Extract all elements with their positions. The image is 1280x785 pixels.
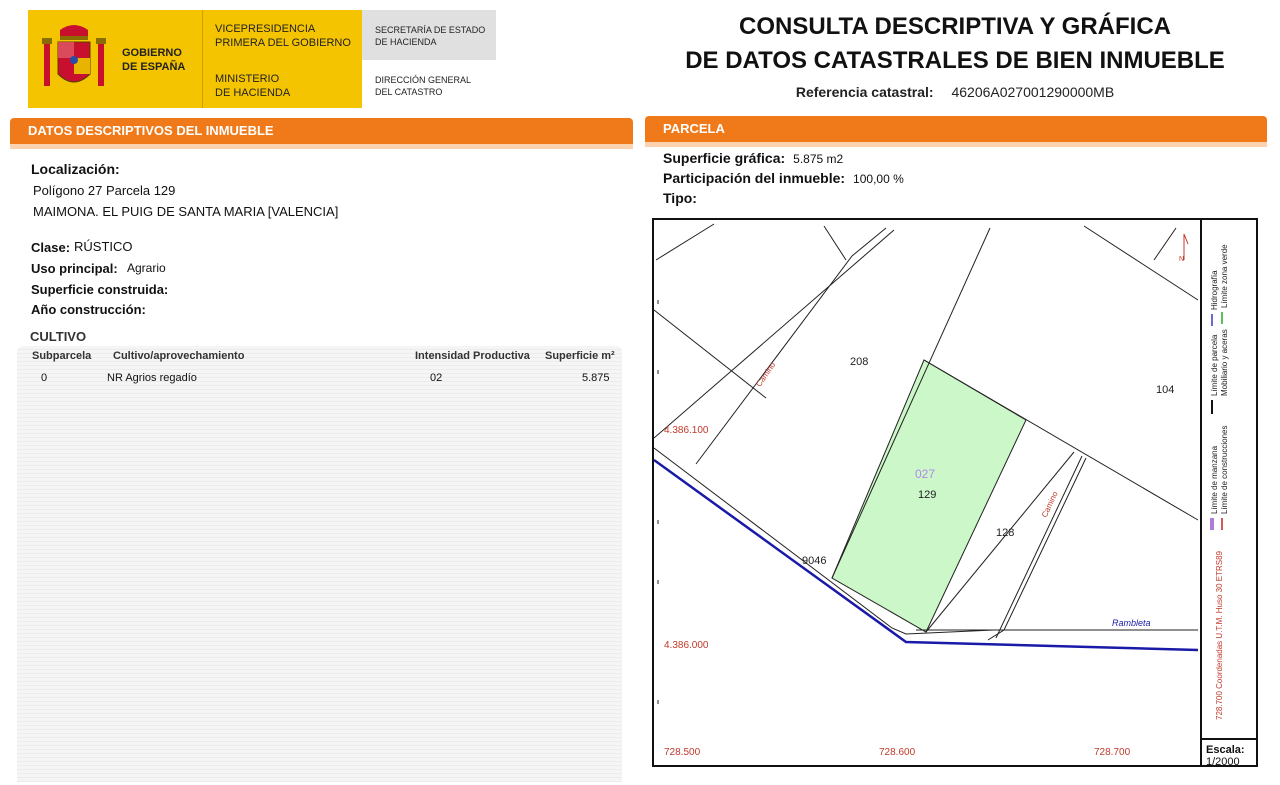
escala	[1206, 744, 1245, 767]
uso-value: Agrario	[127, 261, 166, 275]
coat-of-arms-icon	[38, 20, 110, 100]
legend-divider	[1200, 220, 1202, 767]
table-cell-intensidad: 02	[430, 372, 443, 384]
referencia-catastral	[640, 84, 1270, 100]
map-label-camino-2: Camino	[1039, 490, 1060, 519]
secretaria-label: SECRETARÍA DE ESTADO DE HACIENDA	[375, 25, 486, 47]
table-cell-superficie: 5.875	[582, 372, 610, 384]
clase-value: RÚSTICO	[74, 239, 133, 254]
table-header-superficie: Superficie m²	[545, 350, 615, 362]
anio-construccion-label: Año construcción:	[31, 302, 146, 317]
clase-label: Clase:	[31, 240, 71, 255]
north-arrow	[1184, 234, 1188, 260]
vicepresidencia-label: VICEPRESIDENCIA PRIMERA DEL GOBIERNO	[215, 23, 351, 49]
boundary-line	[656, 224, 714, 260]
superficie-construida-label: Superficie construida:	[31, 282, 169, 297]
legend-hidrografia-swatch	[1211, 314, 1213, 326]
legend-zona-verde-swatch	[1221, 312, 1223, 324]
map-label-rambleta: Rambleta	[1112, 618, 1151, 628]
map-label-9046: 9046	[802, 555, 827, 567]
section-underline-right	[645, 142, 1267, 147]
cadastral-map	[652, 218, 1258, 767]
table-header-intensidad: Intensidad Productiva	[415, 350, 530, 362]
cultivo-table	[17, 346, 622, 782]
boundary-line	[1084, 226, 1198, 300]
camino-right-edge	[996, 456, 1082, 638]
legend-limite-manzana-swatch	[1210, 518, 1214, 530]
legend-limite-manzana: Límite de manzana	[1210, 445, 1219, 514]
section-title-parcela: PARCELA	[645, 116, 1267, 142]
coord-y-top: 4.386.100	[664, 425, 709, 436]
table-header-subparcela: Subparcela	[32, 350, 92, 362]
cultivo-title: CULTIVO	[30, 329, 87, 344]
legend-limite-construcciones: Límite de construcciones	[1220, 425, 1229, 514]
map-label-129: 129	[918, 489, 937, 501]
legend-mobiliario: Mobiliario y aceras	[1220, 329, 1229, 396]
map-label-104: 104	[1156, 384, 1175, 396]
government-logo	[28, 10, 496, 108]
participacion	[663, 170, 904, 186]
participacion-value: 100,00 %	[853, 172, 904, 186]
escala-label: Escala:	[1206, 744, 1245, 756]
superficie-grafica-value: 5.875 m2	[793, 152, 844, 166]
coord-x-1: 728.500	[664, 747, 701, 758]
legend-utm: 728.700 Coordenadas U.T.M. Huso 30 ETRS89	[1215, 551, 1224, 720]
ministerio-label: MINISTERIO DE HACIENDA	[215, 73, 291, 99]
gobierno-label: GOBIERNO DE ESPAÑA	[122, 47, 186, 73]
superficie-grafica	[663, 150, 843, 166]
logo-divider	[202, 10, 203, 108]
tipo	[663, 190, 705, 206]
participacion-label: Participación del inmueble:	[663, 170, 846, 186]
table-header-cultivo: Cultivo/aprovechamiento	[113, 350, 245, 362]
map-label-camino-1: Camino	[754, 360, 778, 389]
direccion-label: DIRECCIÓN GENERAL DEL CATASTRO	[375, 75, 472, 97]
north-label: N	[1179, 256, 1185, 263]
tipo-label: Tipo:	[663, 190, 697, 206]
coord-x-2: 728.600	[879, 747, 916, 758]
boundary-line	[824, 226, 846, 260]
ref-label: Referencia catastral:	[795, 84, 934, 100]
boundary-line	[654, 310, 766, 398]
coord-y-bottom: 4.386.000	[664, 640, 709, 651]
boundary-line	[1154, 228, 1176, 260]
table-cell-cultivo: NR Agrios regadío	[107, 372, 197, 384]
escala-value: 1/2000	[1206, 756, 1240, 767]
uso-label: Uso principal:	[31, 261, 118, 276]
map-label-128: 128	[996, 527, 1015, 539]
superficie-grafica-label: Superficie gráfica:	[663, 150, 786, 166]
map-label-208: 208	[850, 356, 869, 368]
camino-left-edge	[696, 228, 886, 464]
table-cell-subparcela: 0	[41, 372, 48, 384]
localizacion-label: Localización:	[31, 161, 120, 177]
localizacion-line-1: Polígono 27 Parcela 129	[33, 183, 176, 198]
section-underline-left	[10, 144, 633, 149]
title-line-2: DE DATOS CATASTRALES DE BIEN INMUEBLE	[685, 47, 1225, 74]
legend-hidrografia: Hidrografía	[1210, 270, 1219, 310]
boundary-line	[988, 458, 1086, 640]
section-title-datos: DATOS DESCRIPTIVOS DEL INMUEBLE	[10, 118, 633, 144]
legend-limite-parcela-swatch	[1211, 400, 1213, 414]
map-label-027: 027	[915, 467, 936, 481]
coord-x-3: 728.700	[1094, 747, 1131, 758]
legend-limite-parcela: Límite de parcela	[1210, 334, 1219, 396]
legend-limite-construcciones-swatch	[1221, 518, 1223, 530]
page-title	[640, 10, 1270, 78]
legend-separator	[1202, 738, 1258, 740]
localizacion-line-2: MAIMONA. EL PUIG DE SANTA MARIA [VALENCIA]	[33, 204, 339, 219]
ref-value: 46206A027001290000MB	[951, 84, 1115, 100]
title-line-1: CONSULTA DESCRIPTIVA Y GRÁFICA	[738, 13, 1172, 40]
legend-zona-verde: Límite zona verde	[1220, 244, 1229, 308]
camino-left-edge	[654, 230, 894, 438]
